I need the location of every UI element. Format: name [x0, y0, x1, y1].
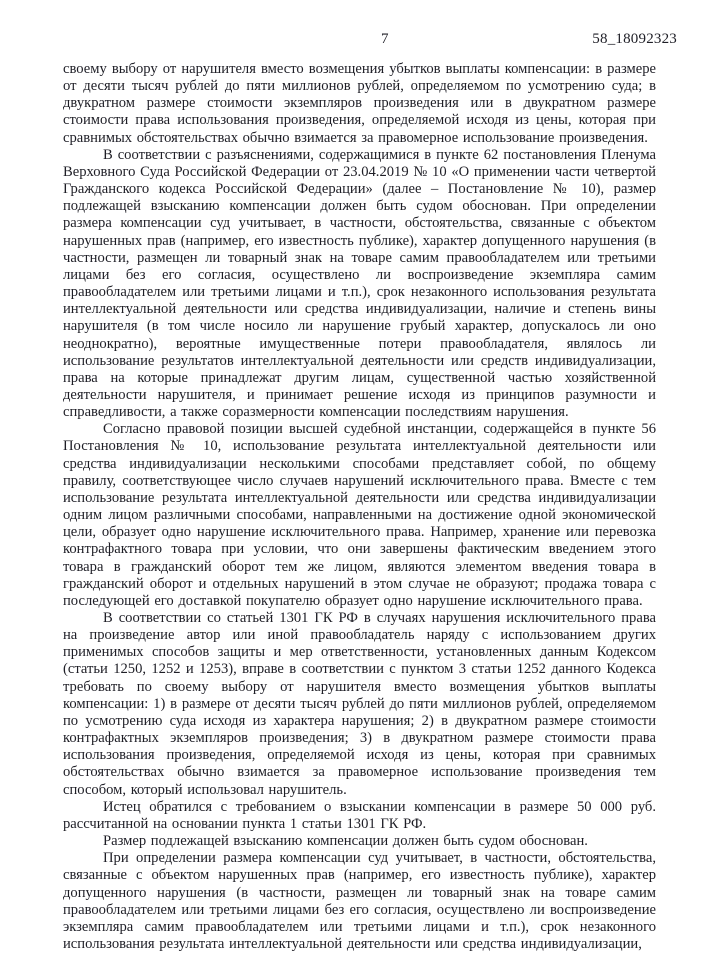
- paragraph-continuation: своему выбору от нарушителя вместо возмещения убытков выплаты компенсации: в размере от десяти тысяч рублей до пяти миллионов рублей, определяемом по усмотрению суда; в двукратном размере стоимости экземпляров произведения или в двукратном размере стоимости права использования произведения, определяемой исходя из цены, которая при сравнимых обстоятельствах обычно взимается за правомерное использование произведения.: [63, 61, 656, 146]
- paragraph: При определении размера компенсации суд учитывает, в частности, обстоятельства, связанные с объектом нарушенных прав (например, его известность публике), характер допущенного нарушения (в частности, размещен ли товарный знак на товаре самим правообладателем или третьими лицами без его согласия, осуществлено ли воспроизведение экземпляра самим правообладателем или третьими лицами и т.п.), срок незаконного использования результата интеллектуальной деятельности или средства индивидуализации,: [63, 850, 656, 952]
- paragraph: Размер подлежащей взысканию компенсации должен быть судом обоснован.: [103, 833, 588, 850]
- document-code: 58_18092323: [592, 31, 677, 47]
- paragraph: В соответствии со статьей 1301 ГК РФ в случаях нарушения исключительного права на произведение автор или иной правообладатель наряду с использованием других применимых способов защиты и мер ответственности, установленных данным Кодексом (статьи 1250, 1252 и 1253), вправе в соответствии с пунктом 3 статьи 1252 данного Кодекса требовать по своему выбору от нарушителя вместо возмещения убытков выплаты компенсации: 1) в размере от десяти тысяч рублей до пяти миллионов рублей, определяемом по усмотрению суда исходя из характера нарушения; 2) в двукратном размере стоимости контрафактных экземпляров произведения; 3) в двукратном размере стоимости права использования произведения, определяемой исходя из цены, которая при сравнимых обстоятельствах обычно взимается за правомерное использование произведения тем способом, который использовал нарушитель.: [63, 610, 656, 798]
- paragraph: Истец обратился с требованием о взыскании компенсации в размере 50 000 руб. рассчитанной на основании пункта 1 статьи 1301 ГК РФ.: [63, 798, 656, 832]
- paragraph: В соответствии с разъяснениями, содержащимися в пункте 62 постановления Пленума Верховного Суда Российской Федерации от 23.04.2019 № 10 «О применении части четвертой Гражданского кодекса Российской Федерации» (далее – Постановление № 10), размер подлежащей взысканию компенсации должен быть судом обоснован. При определении размера компенсации суд учитывает, в частности, обстоятельства, связанные с объектом нарушенных прав (например, его известность публике), характер допущенного нарушения (в частности, размещен ли товарный знак на товаре самим правообладателем или третьими лицами без его согласия, осуществлено ли воспроизведение экземпляра самим правообладателем или третьими лицами и т.п.), срок незаконного использования результата интеллектуальной деятельности или средства индивидуализации, наличие и степень вины нарушителя (в том числе носило ли нарушение грубый характер, допускалось ли оно неоднократно), вероятные имущественные потери правообладателя, являлось ли использование результатов интеллектуальной деятельности или средств индивидуализации, права на которые принадлежат другим лицам, существенной частью хозяйственной деятельности нарушителя, и принимает решение исходя из принципов разумности и справедливости, а также соразмерности компенсации последствиям нарушения.: [63, 146, 656, 421]
- document-body: [63, 61, 656, 953]
- page-header: [63, 30, 677, 48]
- page-number: 7: [381, 31, 389, 47]
- paragraph: Согласно правовой позиции высшей судебной инстанции, содержащейся в пункте 56 Постановления № 10, использование результата интеллектуальной деятельности или средства индивидуализации несколькими способами представляет собой, по общему правилу, соответствующее число случаев нарушений исключительного права. Вместе с тем использование результата интеллектуальной деятельности или средства индивидуализации одним лицом различными способами, направленными на достижение одной экономической цели, образует одно нарушение исключительного права. Например, хранение или перевозка контрафактного товара при условии, что они завершены фактическим введением этого товара в гражданский оборот тем же лицом, являются элементом введения товара в гражданский оборот и отдельных нарушений в этом случае не образуют; продажа товара с последующей его доставкой покупателю образует одно нарушение исключительного права.: [63, 421, 656, 609]
